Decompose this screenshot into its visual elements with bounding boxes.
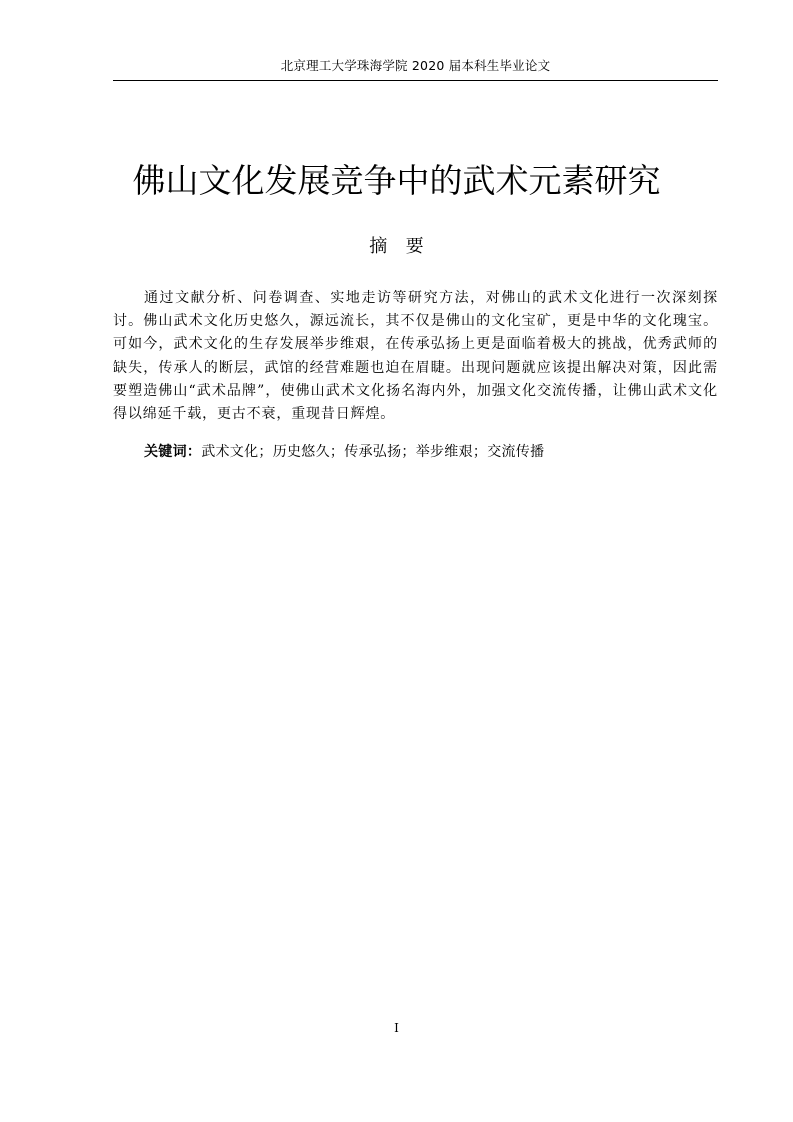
keywords-label: 关键词： — [144, 444, 202, 460]
page-number: I — [394, 1021, 399, 1035]
header-divider — [113, 80, 718, 81]
running-header: 北京理工大学珠海学院 2020 届本科生毕业论文 — [280, 58, 551, 73]
keywords-list: 武术文化；历史悠久；传承弘扬；举步维艰；交流传播 — [201, 444, 545, 460]
keywords-line — [144, 441, 718, 464]
document-title: 佛山文化发展竞争中的武术元素研究 — [132, 161, 661, 201]
abstract-heading: 摘 要 — [369, 236, 424, 257]
abstract-paragraph: 通过文献分析、问卷调查、实地走访等研究方法，对佛山的武术文化进行一次深刻探讨。佛山武术文化历史悠久，源远流长，其不仅是佛山的文化宝矿，更是中华的文化瑰宝。可如今，武术文化的生存发展举步维艰，在传承弘扬上更是面临着极大的挑战，优秀武师的缺失，传承人的断层，武馆的经营难题也迫在眉睫。出现问题就应该提出解决对策，因此需要塑造佛山“武术品牌”，使佛山武术文化扬名海内外，加强文化交流传播，让佛山武术文化得以绵延千载，更古不衰，重现昔日辉煌。 — [113, 290, 718, 423]
